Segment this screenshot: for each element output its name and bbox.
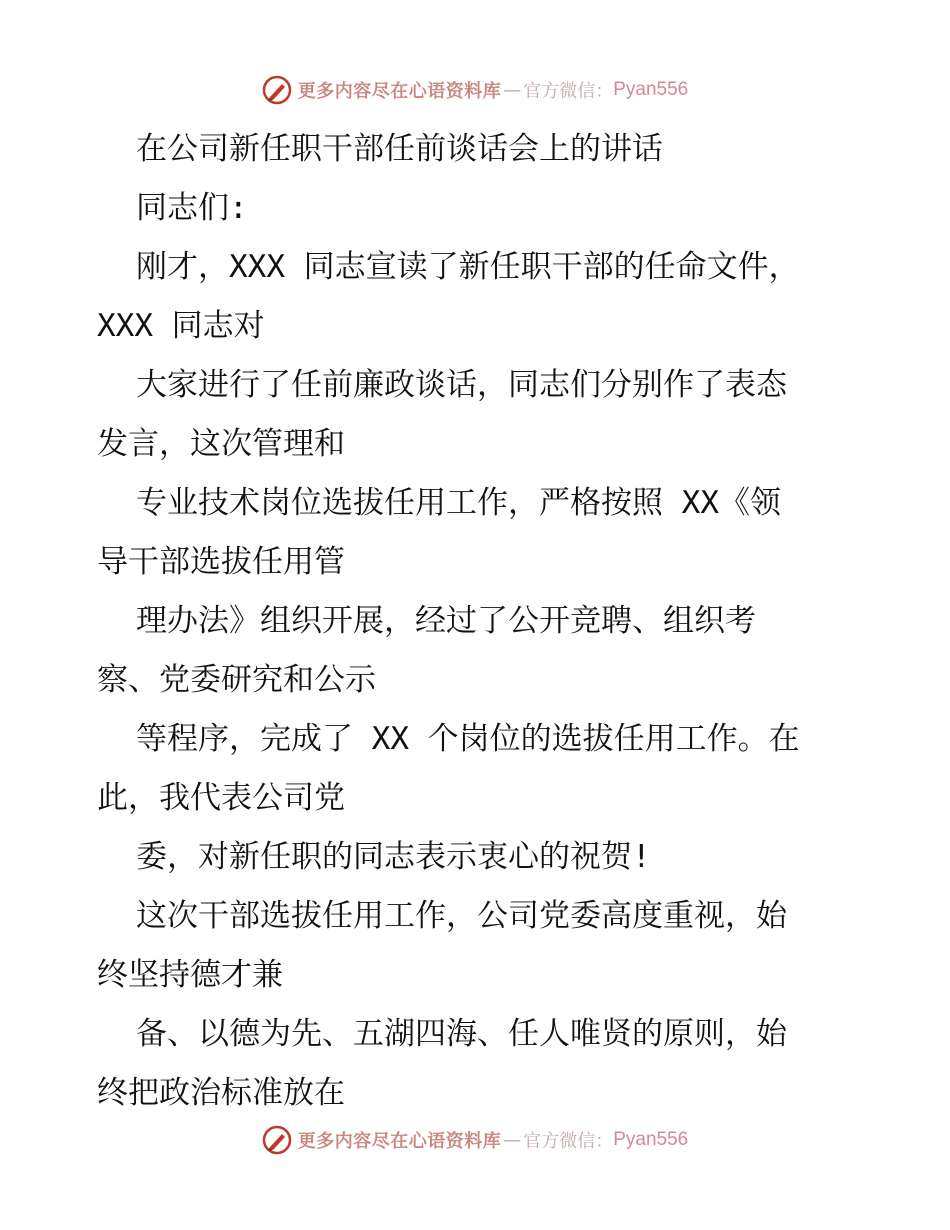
text-line: 在公司新任职干部任前谈话会上的讲话 xyxy=(136,131,663,167)
text-line: XXX 同志对 xyxy=(97,308,265,344)
watermark-site-text: 更多内容尽在心语资料库 xyxy=(297,1131,502,1152)
text-line: 终把政治标准放在 xyxy=(97,1075,345,1111)
text-line: 备、以德为先、五湖四海、任人唯贤的原则，始 xyxy=(136,1016,787,1052)
pen-logo-icon xyxy=(262,75,292,105)
text-line: 终坚持德才兼 xyxy=(97,957,283,993)
text-line: 专业技术岗位选拔任用工作，严格按照 XX《领 xyxy=(136,485,781,521)
pen-logo-icon xyxy=(262,1125,292,1155)
text-line: 同志们: xyxy=(136,190,248,226)
text-line: 这次干部选拔任用工作，公司党委高度重视，始 xyxy=(136,898,787,934)
footer-watermark xyxy=(0,1120,950,1160)
text-line: 导干部选拔任用管 xyxy=(97,544,345,580)
watermark-site-text: 更多内容尽在心语资料库 xyxy=(297,81,502,102)
text-line: 刚才，XXX 同志宣读了新任职干部的任命文件， xyxy=(136,249,800,285)
text-line: 理办法》组织开展，经过了公开竞聘、组织考 xyxy=(136,603,756,639)
watermark-dash: — xyxy=(503,1129,522,1151)
text-line: 此，我代表公司党 xyxy=(97,780,345,816)
document-body xyxy=(97,120,877,1123)
text-line: 发言，这次管理和 xyxy=(97,426,345,462)
watermark-dash: — xyxy=(503,79,522,101)
header-watermark xyxy=(0,70,950,110)
watermark-account: Pyan556 xyxy=(613,79,689,100)
watermark-official-text: 官方微信： xyxy=(523,81,614,102)
watermark-official-text: 官方微信： xyxy=(523,1131,614,1152)
text-line: 大家进行了任前廉政谈话，同志们分别作了表态 xyxy=(136,367,787,403)
text-line: 等程序，完成了 XX 个岗位的选拔任用工作。在 xyxy=(136,721,800,757)
watermark-account: Pyan556 xyxy=(613,1129,689,1150)
text-line: 委，对新任职的同志表示衷心的祝贺! xyxy=(136,839,651,875)
text-line: 察、党委研究和公示 xyxy=(97,662,376,698)
